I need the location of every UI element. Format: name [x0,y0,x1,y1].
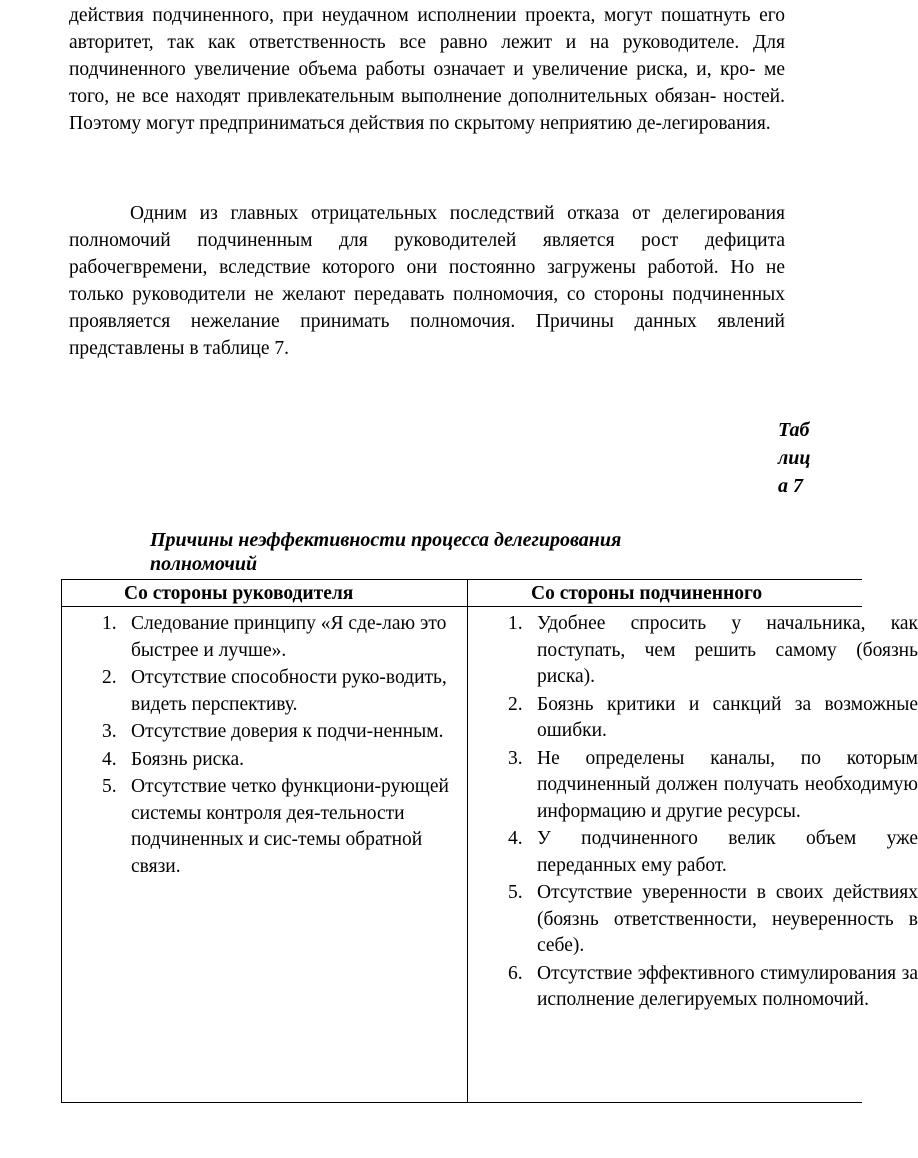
table-label: Таблица 7 [778,419,811,497]
item-number: 2. [102,667,117,688]
list-item [498,611,918,691]
item-text: Не определены каналы, по которым подчиненный должен получать необходимую информацию и другие ресурсы. [537,747,918,822]
item-text: Следование принципу «Я сде-лаю это быстрее и лучше». [131,613,447,661]
item-number: 2. [508,693,523,715]
item-text: Отсутствие уверенности в своих действиях (боязнь ответственности, неуверенность в себе). [537,882,918,956]
body-paragraph: действия подчиненного, при неудачном исполнении проекта, могут пошатнуть его авторитет, так как ответственность все равно лежит и на руководителе. Для подчиненного увеличение объема работы означает и увеличение риска, и, кро- ме того, не все находят привлекательным выполнение дополнительных обязан- ностей. Поэтому могут предприниматься действия по скрытому неприятию де-легирования. [69,5,785,134]
list-item [498,692,918,745]
item-text: Отсутствие доверия к подчи-ненным. [131,721,444,742]
item-text: Боязнь критики и санкций за возможные ошибки. [537,693,918,741]
list-item [92,719,457,746]
item-text: Отсутствие способности руко-водить, видеть перспективу. [131,667,447,715]
list-item [92,774,457,880]
table-title: Причины неэффективности процесса делегирования полномочий [150,529,622,575]
list-item [498,880,918,960]
item-number: 6. [508,962,523,984]
list-item [92,747,457,774]
list-item [498,961,918,1014]
item-number: 5. [508,882,523,903]
list-item [498,826,918,879]
list-item [498,746,918,826]
item-number: 4. [102,748,117,770]
item-number: 5. [102,776,117,797]
column-header-subordinate: Со стороны подчиненного [531,583,763,604]
item-number: 1. [508,613,523,634]
item-text: Боязнь риска. [131,748,245,770]
item-number: 1. [102,613,117,634]
header-divider [62,606,862,607]
item-text: У подчиненного велик объем уже переданных ему работ. [537,828,918,876]
column-header-manager: Со стороны руководителя [124,583,354,604]
item-number: 3. [102,721,117,742]
reasons-table [61,579,918,1103]
item-number: 4. [508,828,523,849]
column-divider [467,580,468,1102]
subordinate-reasons-list [498,611,918,1015]
item-text: Отсутствие четко функциони-рующей системы контроля дея-тельности подчиненных и сис-темы обратной связи. [131,776,449,877]
item-number: 3. [508,747,523,769]
list-item [92,665,457,718]
manager-reasons-list [92,611,457,881]
body-paragraph: Одним из главных отрицательных последствий отказа от делегирования полномочий подчиненным для руководителей является рост дефицита рабочегвремени, вследствие которого они постоянно загружены работой. Но не только руководители не желают передавать полномочия, со стороны подчиненных проявляется нежелание принимать полномочия. Причины данных явлений представлены в таблице 7. [69,203,785,359]
item-text: Отсутствие эффективного стимулирования за исполнение делегируемых полномочий. [537,962,918,1010]
list-item [92,611,457,664]
item-text: Удобнее спросить у начальника, как поступать, чем решить самому (боязнь риска). [537,613,918,687]
